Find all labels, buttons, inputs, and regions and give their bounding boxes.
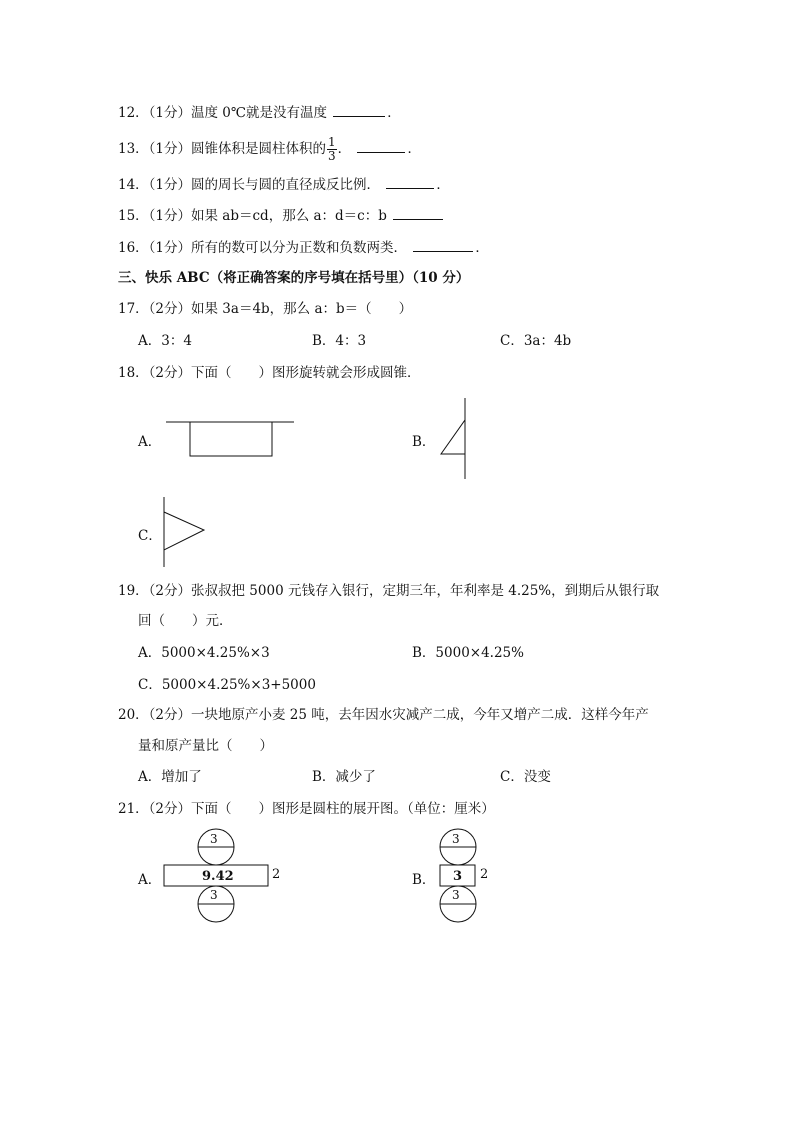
option-a-label[interactable]: A． xyxy=(138,872,162,888)
option-a[interactable]: A．5000×4.25%×3 xyxy=(138,645,270,661)
option-c[interactable]: C．没变 xyxy=(500,769,551,785)
rect-side-label: 3 xyxy=(453,869,463,884)
question-text: 16．（1分）所有的数可以分为正数和负数两类． xyxy=(118,240,408,256)
height-label: 2 xyxy=(480,867,489,882)
question-text: 15．（1分）如果 ab＝cd，那么 a：d＝c：b xyxy=(118,208,387,224)
option-b-label[interactable]: B． xyxy=(412,872,436,888)
punct: ． xyxy=(475,240,489,256)
option-a-label[interactable]: A． xyxy=(138,434,162,450)
question-text: 12．（1分）温度 0℃就是没有温度 xyxy=(118,105,327,121)
option-c[interactable]: C．3a：4b xyxy=(500,333,572,349)
option-c[interactable]: C．5000×4.25%×3+5000 xyxy=(138,677,316,693)
option-b[interactable]: B．5000×4.25% xyxy=(412,645,524,661)
question-19-cont: 回（ ）元． xyxy=(138,613,233,629)
option-b[interactable]: B．减少了 xyxy=(312,769,376,785)
fraction-denominator: 3 xyxy=(328,149,336,163)
option-b-label[interactable]: B． xyxy=(412,434,436,450)
radius-label-bottom: 3 xyxy=(452,888,460,902)
option-a[interactable]: A．增加了 xyxy=(138,769,202,785)
punct: ． xyxy=(407,141,421,157)
punct: ． xyxy=(337,141,352,157)
option-a[interactable]: A．3：4 xyxy=(138,333,192,349)
option-c-label[interactable]: C． xyxy=(138,528,162,544)
section-heading: 三、快乐 ABC（将正确答案的序号填在括号里）（10 分） xyxy=(118,270,470,286)
radius-label-top: 3 xyxy=(452,832,460,846)
rect-length-label: 9.42 xyxy=(202,869,234,884)
radius-label-bottom: 3 xyxy=(210,888,218,902)
question-18: 18．（2分）下面（ ）图形旋转就会形成圆锥． xyxy=(118,365,421,381)
question-21: 21．（2分）下面（ ）图形是圆柱的展开图。（单位：厘米） xyxy=(118,801,495,817)
question-17: 17．（2分）如果 3a＝4b，那么 a：b＝（ ） xyxy=(118,301,413,317)
punct: ． xyxy=(387,105,401,121)
radius-label-top: 3 xyxy=(210,832,218,846)
question-19: 19．（2分）张叔叔把 5000 元钱存入银行，定期三年，年利率是 4.25%，到期后从银行取 xyxy=(118,583,660,599)
question-text: 14．（1分）圆的周长与圆的直径成反比例． xyxy=(118,177,381,193)
punct: ． xyxy=(436,177,450,193)
height-label: 2 xyxy=(272,867,281,882)
option-b[interactable]: B．4：3 xyxy=(312,333,367,349)
question-20: 20．（2分）一块地原产小麦 25 吨，去年因水灾减产二成，今年又增产二成．这样今年产 xyxy=(118,707,649,723)
question-text: 13．（1分）圆锥体积是圆柱体积的 xyxy=(118,141,327,157)
question-20-cont: 量和原产量比（ ） xyxy=(138,738,273,754)
fraction-numerator: 1 xyxy=(328,135,336,149)
